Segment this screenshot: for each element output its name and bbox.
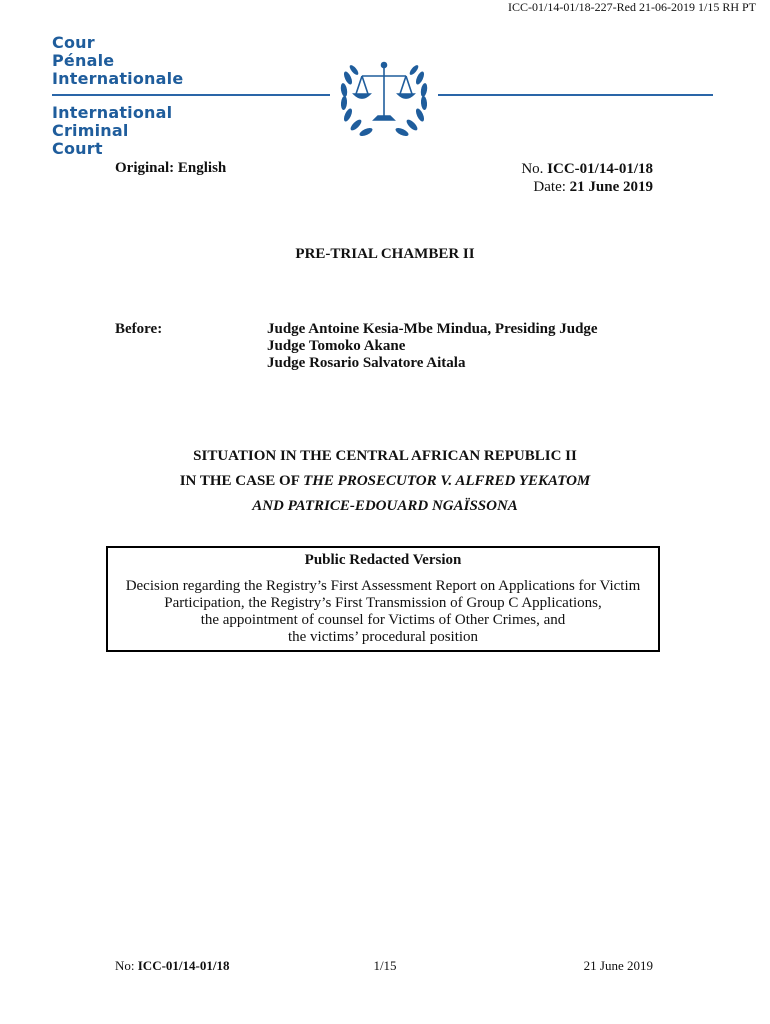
original-language: Original: English: [115, 160, 227, 176]
judge-name: Judge Rosario Salvatore Aitala: [267, 355, 466, 371]
case-number-line: [521, 160, 653, 178]
decision-title: [108, 578, 658, 646]
page-number: 1/15: [373, 958, 397, 973]
judge-name: Judge Tomoko Akane: [267, 338, 406, 354]
case-info: [521, 160, 653, 196]
case-title: THE PROSECUTOR V. ALFRED YEKATOM: [303, 473, 591, 489]
document-stamp: ICC-01/14-01/18-227-Red 21-06-2019 1/15 RH PT: [508, 0, 756, 14]
logo-divider-right: [438, 94, 713, 96]
footer-case-id: ICC-01/14-01/18: [137, 958, 230, 973]
before-label: Before:: [115, 321, 163, 337]
logo-line: International: [52, 103, 173, 122]
footer-date: 21 June 2019: [583, 958, 653, 973]
logo-line: Cour: [52, 33, 95, 52]
decision-title-line: the appointment of counsel for Victims of Other Crimes, and: [200, 612, 566, 628]
case-title-continued: AND PATRICE-EDOUARD NGAÏSSONA: [252, 498, 518, 514]
logo-divider-left: [52, 94, 330, 96]
scales-of-justice-laurel-icon: [332, 48, 436, 148]
judge-name: Judge Antoine Kesia-Mbe Mindua, Presiding Judge: [267, 321, 598, 337]
document-date: 21 June 2019: [569, 179, 653, 195]
case-number-prefix: No.: [521, 161, 548, 177]
situation-line: SITUATION IN THE CENTRAL AFRICAN REPUBLIC II: [193, 448, 577, 464]
court-name-french: [52, 34, 183, 88]
judges-list: [267, 321, 598, 372]
court-name-english: [52, 104, 172, 158]
chamber-title: PRE-TRIAL CHAMBER II: [295, 246, 475, 262]
version-label: Public Redacted Version: [304, 552, 462, 568]
logo-line: Pénale: [52, 51, 115, 70]
decision-title-line: Decision regarding the Registry’s First Assessment Report on Applications for Victim: [125, 578, 641, 594]
decision-title-box: [106, 546, 660, 652]
footer-no-prefix: No:: [115, 958, 138, 973]
case-title-line: [0, 494, 770, 519]
date-prefix: Date:: [533, 179, 570, 195]
case-number: ICC-01/14-01/18: [547, 161, 653, 177]
situation-heading: [0, 444, 770, 519]
decision-title-line: Participation, the Registry’s First Transmission of Group C Applications,: [164, 595, 602, 611]
logo-line: Court: [52, 139, 103, 158]
case-title-prefix: IN THE CASE OF: [179, 473, 304, 489]
logo-line: Criminal: [52, 121, 129, 140]
decision-title-line: the victims’ procedural position: [287, 629, 479, 645]
logo-line: Internationale: [52, 69, 184, 88]
date-line: [521, 178, 653, 196]
case-title-line: [0, 469, 770, 494]
